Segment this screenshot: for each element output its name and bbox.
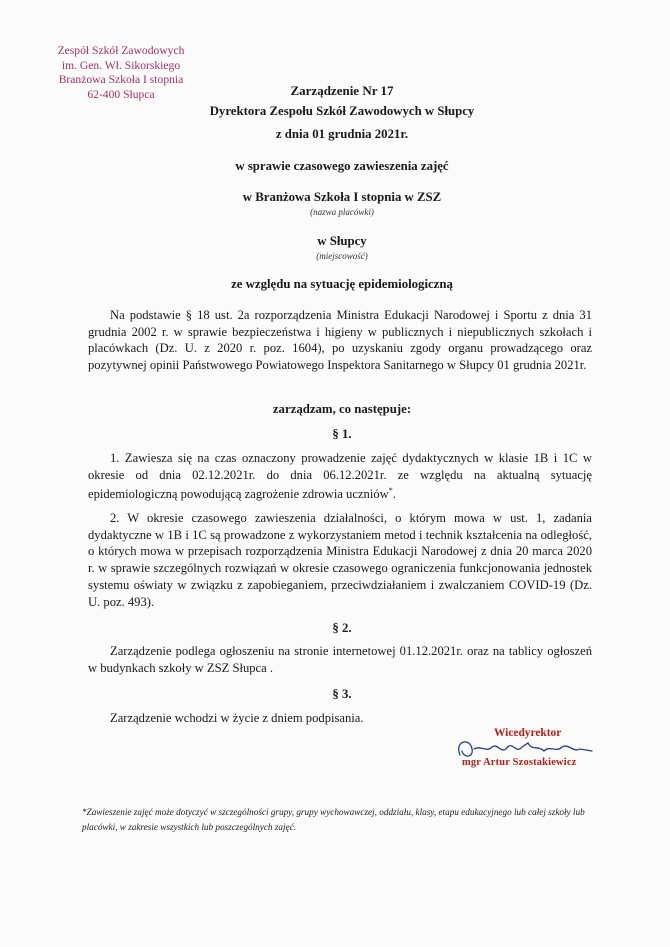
decree-line: zarządzam, co następuje: bbox=[272, 402, 412, 416]
place-note: (miejscowość) bbox=[316, 251, 368, 261]
institution-note: (nazwa placówki) bbox=[310, 207, 374, 217]
stamp-line: 62-400 Słupca bbox=[87, 87, 155, 101]
signature-role: Wicedyrektor bbox=[494, 727, 562, 739]
date-line: z dnia 01 grudnia 2021r. bbox=[275, 127, 409, 141]
stamp-line: Branżowa Szkoła I stopnia bbox=[58, 73, 184, 86]
section-1-point-2: 2. W okresie czasowego zawieszenia działalności, o którym mowa w ust. 1, zadania dydaktyczne w 1B i 1C są prowadzone z wykorzystaniem metod i technik kształcenia na odległość, o których mowa w przepisach rozporządzenia Ministra Edukacji Narodowej z dnia 20 marca 2020 r. w sprawie szczególnych rozwiązań w okresie czasowego ograniczenia funkcjonowania jednostek systemu oświaty w związku z zapobieganiem, przeciwdziałaniem i zwalczaniem COVID-19 (Dz. U. poz. 493). bbox=[88, 511, 592, 609]
point-1-text: 1. Zawiesza się na czas oznaczony prowadzenie zajęć dydaktycznych w klasie 1B i 1C w okresie od dnia 02.12.2021r. do dnia 06.12.2021r. ze względu na aktualną sytuację epidemiologiczną powodującą zagrożenie zdrowia uczniów bbox=[88, 451, 592, 502]
document-title: Zarządzenie Nr 17 bbox=[290, 83, 394, 98]
point-1-end: . bbox=[392, 487, 396, 502]
footnote: *Zawieszenie zajęć może dotyczyć w szczególności grupy, grupy wychowawczej, oddziału, klasy, etapu edukacyjnego lub całej szkoły lub placówki, w zakresie wszystkich lub poszczególnych zajęć. bbox=[82, 807, 585, 832]
reason-line: ze względu na sytuację epidemiologiczną bbox=[231, 277, 453, 291]
footnote-mark: * bbox=[388, 486, 393, 496]
subject-line: w sprawie czasowego zawieszenia zajęć bbox=[235, 159, 449, 173]
section-3-paragraph: Zarządzenie wchodzi w życie z dniem podpisania. bbox=[110, 711, 364, 725]
section-2-heading: § 2. bbox=[332, 621, 352, 635]
stamp-line: Zespół Szkół Zawodowych bbox=[57, 44, 185, 57]
stamp-line: im. Gen. Wł. Sikorskiego bbox=[61, 58, 181, 72]
section-1-point-1 bbox=[88, 450, 592, 503]
issuer-line: Dyrektora Zespołu Szkół Zawodowych w Słupcy bbox=[209, 104, 475, 118]
place-line: w Słupcy bbox=[317, 234, 367, 248]
section-3-heading: § 3. bbox=[332, 687, 352, 701]
preamble-paragraph: Na podstawie § 18 ust. 2a rozporządzenia Ministra Edukacji Narodowej i Sportu z dnia 31 grudnia 2002 r. w sprawie bezpieczeństwa i higieny w publicznych i niepublicznych szkołach i placówkach (Dz. U. z 2020 r. poz. 1604), po uzyskaniu zgody organu prowadzącego oraz pozytywnej opinii Państwowego Powiatowego Inspektora Sanitarnego w Słupcy 01 grudnia 2021r. bbox=[88, 308, 592, 373]
signature-name: mgr Artur Szostakiewicz bbox=[462, 757, 577, 768]
section-2-paragraph: Zarządzenie podlega ogłoszeniu na stronie internetowej 01.12.2021r. oraz na tablicy ogłoszeń w budynkach szkoły w ZSZ Słupca . bbox=[88, 644, 592, 675]
section-1-heading: § 1. bbox=[332, 427, 352, 441]
institution-line: w Branżowa Szkoła I stopnia w ZSZ bbox=[242, 190, 442, 204]
